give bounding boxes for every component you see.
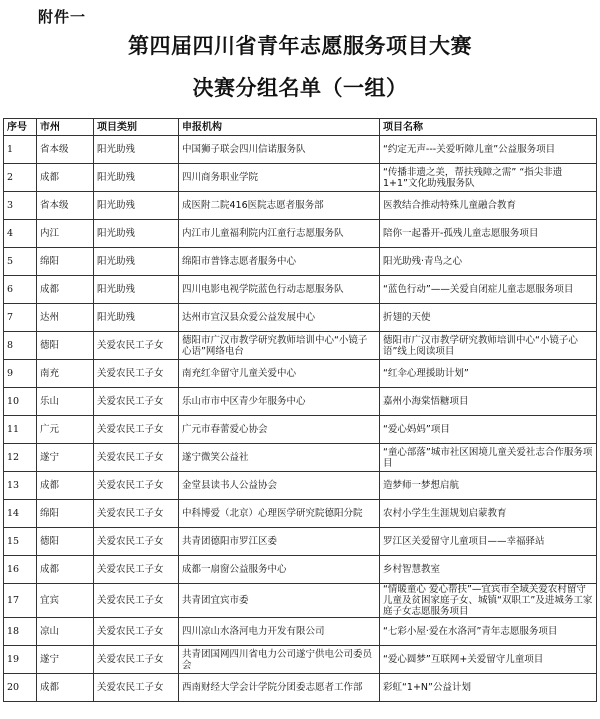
row-category: 阳光助残	[94, 248, 179, 276]
row-project-name: 农村小学生生涯规划启蒙教育	[380, 500, 597, 528]
table-row	[4, 332, 597, 360]
table-row	[4, 584, 597, 618]
row-city: 成都	[37, 674, 94, 702]
row-index: 6	[4, 276, 37, 304]
attachment-label: 附件一	[38, 8, 87, 26]
row-organization: 四川电影电视学院蓝色行动志愿服务队	[179, 276, 380, 304]
row-category: 阳光助残	[94, 164, 179, 192]
row-city: 绵阳	[37, 248, 94, 276]
row-city: 宜宾	[37, 584, 94, 618]
row-organization: 乐山市市中区青少年服务中心	[179, 388, 380, 416]
row-category: 关爱农民工子女	[94, 332, 179, 360]
row-category: 阳光助残	[94, 192, 179, 220]
row-organization: 共青团宜宾市委	[179, 584, 380, 618]
table-row	[4, 556, 597, 584]
row-category: 关爱农民工子女	[94, 388, 179, 416]
row-project-name: 罗江区关爱留守儿童项目——幸福驿站	[380, 528, 597, 556]
table-row	[4, 192, 597, 220]
row-index: 19	[4, 646, 37, 674]
row-project-name: 医教结合推动特殊儿童融合教育	[380, 192, 597, 220]
row-organization: 成都一扇窗公益服务中心	[179, 556, 380, 584]
row-project-name: 乡村智慧教室	[380, 556, 597, 584]
row-city: 成都	[37, 472, 94, 500]
header-category: 项目类别	[94, 119, 179, 136]
row-organization: 中国狮子联会四川信诺服务队	[179, 136, 380, 164]
row-category: 关爱农民工子女	[94, 584, 179, 618]
row-city: 乐山	[37, 388, 94, 416]
table-row	[4, 472, 597, 500]
table-row	[4, 220, 597, 248]
row-category: 关爱农民工子女	[94, 674, 179, 702]
row-index: 20	[4, 674, 37, 702]
table-row	[4, 500, 597, 528]
row-organization: 南充红伞留守儿童关爱中心	[179, 360, 380, 388]
row-city: 内江	[37, 220, 94, 248]
header-index: 序号	[4, 119, 37, 136]
row-category: 阳光助残	[94, 304, 179, 332]
row-index: 10	[4, 388, 37, 416]
row-index: 11	[4, 416, 37, 444]
page-subtitle: 决赛分组名单（一组）	[192, 75, 408, 100]
table-row	[4, 444, 597, 472]
row-index: 9	[4, 360, 37, 388]
row-category: 关爱农民工子女	[94, 360, 179, 388]
page-title: 第四届四川省青年志愿服务项目大赛	[128, 33, 472, 58]
table-row	[4, 276, 597, 304]
row-index: 14	[4, 500, 37, 528]
row-category: 阳光助残	[94, 276, 179, 304]
row-city: 广元	[37, 416, 94, 444]
row-index: 3	[4, 192, 37, 220]
row-project-name: “情暖童心 爱心帮扶”—宜宾市全域关爱农村留守儿童及贫困家庭子女、城镇“双职工”及进城务工家庭子女志愿服务项目	[380, 584, 597, 618]
row-category: 关爱农民工子女	[94, 444, 179, 472]
table-row	[4, 674, 597, 702]
header-project-name: 项目名称	[380, 119, 597, 136]
row-organization: 内江市儿童福利院内江童行志愿服务队	[179, 220, 380, 248]
row-city: 德阳	[37, 528, 94, 556]
row-city: 绵阳	[37, 500, 94, 528]
table-row	[4, 388, 597, 416]
row-index: 18	[4, 618, 37, 646]
row-organization: 金堂县读书人公益协会	[179, 472, 380, 500]
row-city: 德阳	[37, 332, 94, 360]
row-project-name: “爱心妈妈”项目	[380, 416, 597, 444]
row-category: 关爱农民工子女	[94, 416, 179, 444]
table-row	[4, 528, 597, 556]
table-row	[4, 618, 597, 646]
row-organization: 共青团德阳市罗江区委	[179, 528, 380, 556]
row-category: 阳光助残	[94, 136, 179, 164]
row-category: 阳光助残	[94, 220, 179, 248]
row-project-name: 陪你一起番开-孤残儿童志愿服务项目	[380, 220, 597, 248]
row-index: 16	[4, 556, 37, 584]
row-project-name: “童心部落”城市社区困境儿童关爱社志合作服务项目	[380, 444, 597, 472]
row-organization: 西南财经大学会计学院分团委志愿者工作部	[179, 674, 380, 702]
row-category: 关爱农民工子女	[94, 500, 179, 528]
row-project-name: 嘉州小海棠悟糖项目	[380, 388, 597, 416]
row-organization: 达州市宣汉县众爱公益发展中心	[179, 304, 380, 332]
row-city: 遂宁	[37, 444, 94, 472]
row-project-name: “约定无声---关爱听障儿童”公益服务项目	[380, 136, 597, 164]
row-category: 关爱农民工子女	[94, 528, 179, 556]
row-city: 达州	[37, 304, 94, 332]
table-row	[4, 304, 597, 332]
row-index: 17	[4, 584, 37, 618]
row-city: 成都	[37, 164, 94, 192]
row-project-name: 折翅的天使	[380, 304, 597, 332]
table-row	[4, 646, 597, 674]
row-index: 15	[4, 528, 37, 556]
header-city: 市州	[37, 119, 94, 136]
row-city: 成都	[37, 276, 94, 304]
row-city: 省本级	[37, 192, 94, 220]
row-index: 1	[4, 136, 37, 164]
row-project-name: “传播非遗之美，帮扶残障之需” “指尖非遗1+1”文化助残服务队	[380, 164, 597, 192]
row-city: 省本级	[37, 136, 94, 164]
row-project-name: 阳光助残·青鸟之心	[380, 248, 597, 276]
row-organization: 广元市春蕾爱心协会	[179, 416, 380, 444]
row-project-name: 德阳市广汉市教学研究教师培训中心“小镜子心语”线上阅读项目	[380, 332, 597, 360]
row-organization: 四川商务职业学院	[179, 164, 380, 192]
row-category: 关爱农民工子女	[94, 618, 179, 646]
row-index: 4	[4, 220, 37, 248]
row-category: 关爱农民工子女	[94, 646, 179, 674]
table-row	[4, 248, 597, 276]
row-organization: 中科博爱（北京）心理医学研究院德阳分院	[179, 500, 380, 528]
row-city: 凉山	[37, 618, 94, 646]
row-organization: 绵阳市普锋志愿者服务中心	[179, 248, 380, 276]
table-row	[4, 164, 597, 192]
row-organization: 遂宁微笑公益社	[179, 444, 380, 472]
row-index: 2	[4, 164, 37, 192]
row-project-name: “七彩小屋·爱在水洛河”青年志愿服务项目	[380, 618, 597, 646]
row-organization: 成医附二院416医院志愿者服务部	[179, 192, 380, 220]
row-organization: 四川凉山水洛河电力开发有限公司	[179, 618, 380, 646]
row-category: 关爱农民工子女	[94, 472, 179, 500]
table-header-row	[4, 119, 597, 136]
row-index: 7	[4, 304, 37, 332]
table-row	[4, 360, 597, 388]
row-index: 13	[4, 472, 37, 500]
row-category: 关爱农民工子女	[94, 556, 179, 584]
table-row	[4, 136, 597, 164]
row-index: 8	[4, 332, 37, 360]
header-organization: 申报机构	[179, 119, 380, 136]
row-project-name: 彩虹“1+N”公益计划	[380, 674, 597, 702]
row-city: 遂宁	[37, 646, 94, 674]
table-row	[4, 416, 597, 444]
row-city: 南充	[37, 360, 94, 388]
row-project-name: “红伞心理援助计划”	[380, 360, 597, 388]
row-index: 12	[4, 444, 37, 472]
group-list-table	[3, 118, 597, 702]
row-city: 成都	[37, 556, 94, 584]
row-project-name: “蓝色行动”——关爱自闭症儿童志愿服务项目	[380, 276, 597, 304]
row-project-name: 造梦师一梦想启航	[380, 472, 597, 500]
row-project-name: “爱心圆梦”互联网+关爱留守儿童项目	[380, 646, 597, 674]
row-organization: 德阳市广汉市教学研究教师培训中心“小镜子心语”网络电台	[179, 332, 380, 360]
row-organization: 共青团国网四川省电力公司遂宁供电公司委员会	[179, 646, 380, 674]
row-index: 5	[4, 248, 37, 276]
